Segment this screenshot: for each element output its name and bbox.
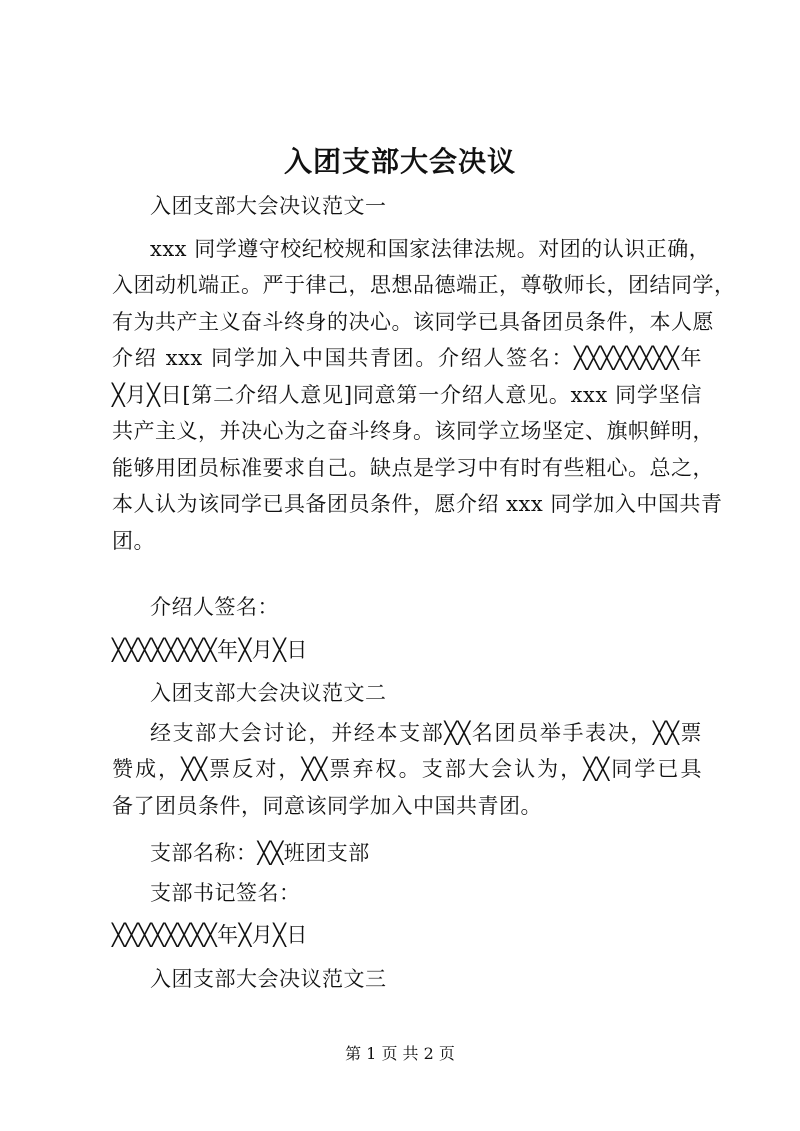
page-number: 第 1 页 共 2 页 — [345, 1044, 455, 1063]
paragraph-line: 备了团员条件，同意该同学加入中国共青团。 — [112, 794, 542, 818]
paragraph-line: ╳月╳日[第二介绍人意见]同意第一介绍人意见。xxx 同学坚信 — [112, 383, 702, 407]
paragraph-line: 经支部大会讨论，并经本支部╳╳名团员举手表决，╳╳票 — [150, 721, 702, 745]
paragraph-line: xxx 同学遵守校纪校规和国家法律法规。对团的认识正确， — [150, 237, 711, 261]
date-line: ╳╳╳╳╳╳╳╳年╳月╳日 — [112, 638, 308, 662]
section-heading-2: 入团支部大会决议范文二 — [150, 681, 387, 705]
paragraph-line: 团。 — [112, 529, 155, 553]
paragraph-line: 共产主义，并决心为之奋斗终身。该同学立场坚定、旗帜鲜明， — [112, 419, 714, 443]
section-heading-3: 入团支部大会决议范文三 — [150, 967, 387, 991]
document-title: 入团支部大会决议 — [283, 145, 516, 178]
branch-name-line: 支部名称：╳╳班团支部 — [150, 841, 370, 865]
paragraph-line: 入团动机端正。严于律己，思想品德端正，尊敬师长，团结同学， — [112, 273, 736, 297]
paragraph-line: 本人认为该同学已具备团员条件，愿介绍 xxx 同学加入中国共青 — [112, 492, 723, 516]
date-line: ╳╳╳╳╳╳╳╳年╳月╳日 — [112, 923, 308, 947]
paragraph-line: 介绍 xxx 同学加入中国共青团。介绍人签名：╳╳╳╳╳╳╳╳年 — [112, 346, 702, 370]
paragraph-line: 有为共产主义奋斗终身的决心。该同学已具备团员条件，本人愿 — [112, 310, 714, 334]
section-heading-1: 入团支部大会决议范文一 — [150, 194, 387, 218]
paragraph-line: 赞成，╳╳票反对，╳╳票弃权。支部大会认为，╳╳同学已具 — [112, 757, 702, 781]
signature-label: 介绍人签名： — [150, 595, 279, 619]
secretary-signature-label: 支部书记签名： — [150, 881, 301, 905]
paragraph-line: 能够用团员标准要求自己。缺点是学习中有时有些粗心。总之， — [112, 456, 714, 480]
